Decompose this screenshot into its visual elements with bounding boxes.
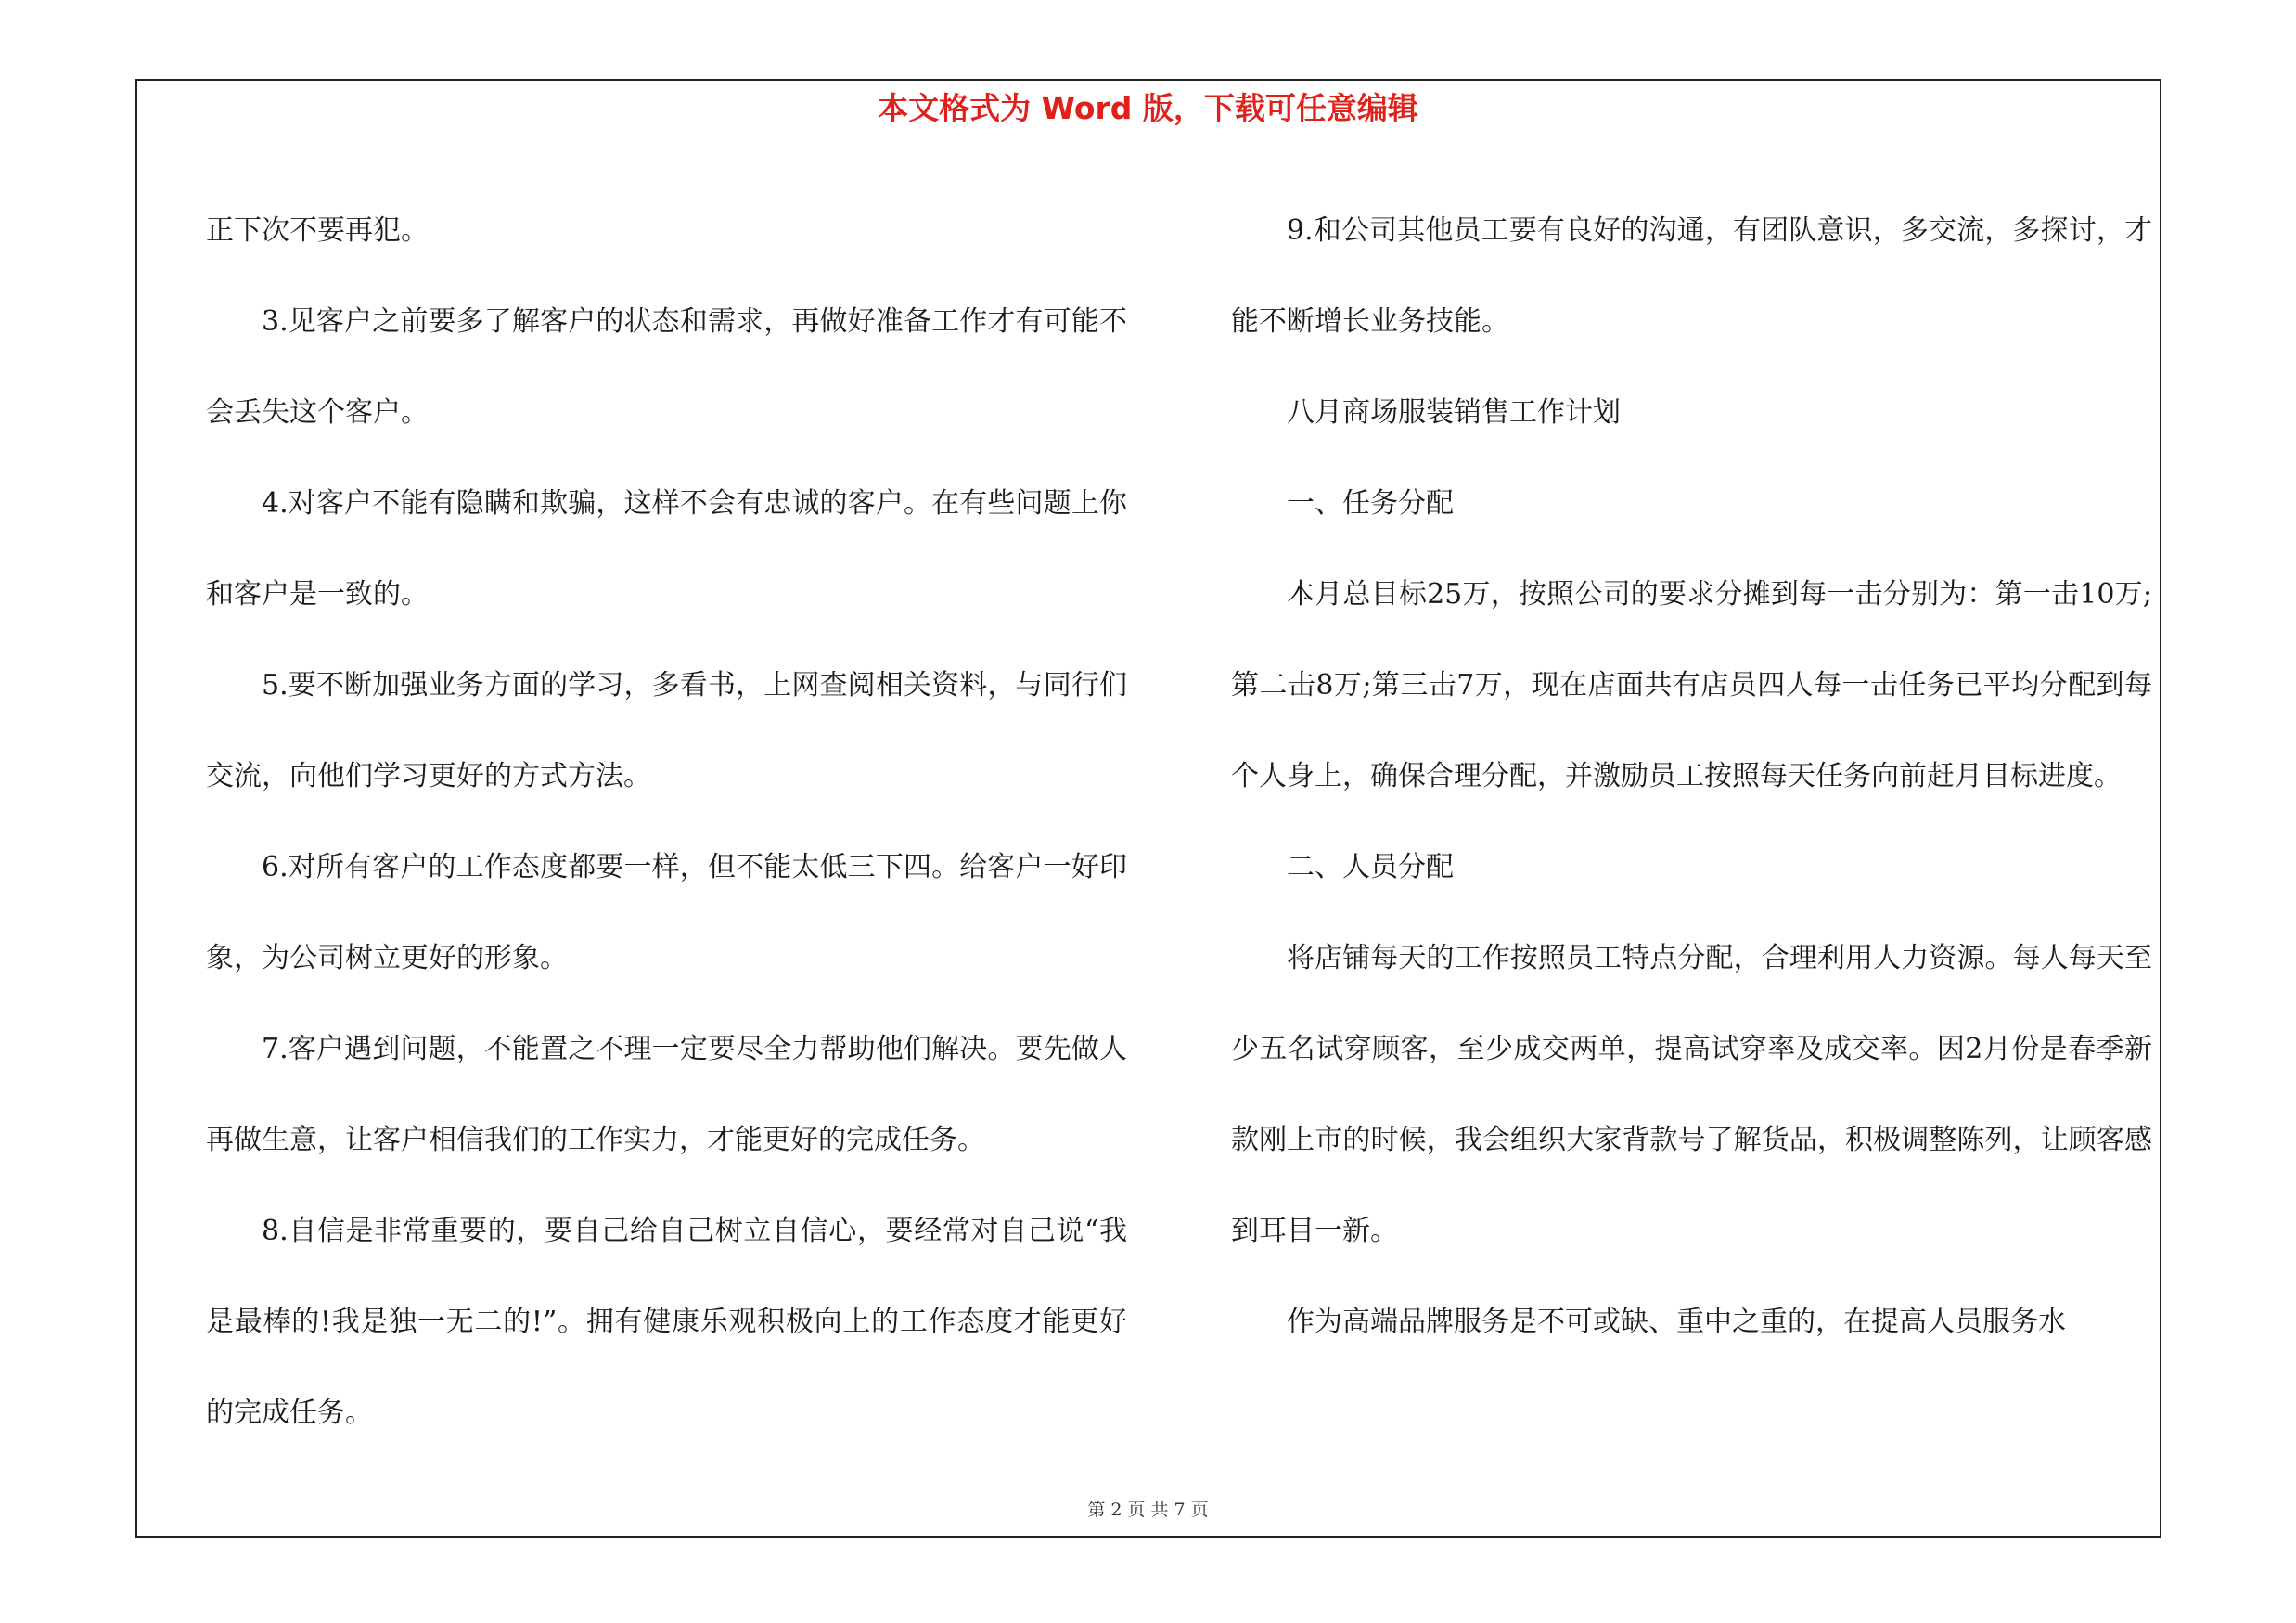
section-title: 八月商场服装销售工作计划 bbox=[1287, 396, 1621, 429]
header-title: 本文格式为 Word 版，下载可任意编辑 bbox=[878, 90, 1418, 126]
section-heading: 一、任务分配 bbox=[1287, 487, 1454, 520]
paragraph: 3.见客户之前要多了解客户的状态和需求，再做好准备工作才有可能不会丢失这个客户。 bbox=[206, 305, 1127, 429]
paragraph: 正下次不要再犯。 bbox=[206, 214, 429, 247]
paragraph: 4.对客户不能有隐瞒和欺骗，这样不会有忠诚的客户。在有些问题上你和客户是一致的。 bbox=[206, 487, 1127, 611]
paragraph: 6.对所有客户的工作态度都要一样，但不能太低三下四。给客户一好印象，为公司树立更好的形象。 bbox=[206, 851, 1127, 974]
paragraph: 作为高端品牌服务是不可或缺、重中之重的，在提高人员服务水 bbox=[1287, 1306, 2066, 1338]
left-column bbox=[206, 186, 1127, 1459]
paragraph: 将店铺每天的工作按照员工特点分配，合理利用人力资源。每人每天至少五名试穿顾客，至少成交两单，提高试穿率及成交率。因2月份是春季新款刚上市的时候，我会组织大家背款号了解货品，积极调整陈列，让顾客感到耳目一新。 bbox=[1231, 942, 2152, 1247]
page-number: 第 2 页 共 7 页 bbox=[1087, 1500, 1209, 1520]
paragraph: 9.和公司其他员工要有良好的沟通，有团队意识，多交流，多探讨，才能不断增长业务技能。 bbox=[1231, 214, 2152, 338]
paragraph: 8.自信是非常重要的，要自己给自己树立自信心，要经常对自己说“我是最棒的!我是独一无二的!”。拥有健康乐观积极向上的工作态度才能更好的完成任务。 bbox=[206, 1215, 1127, 1429]
section-heading: 二、人员分配 bbox=[1287, 851, 1454, 883]
paragraph: 本月总目标25万，按照公司的要求分摊到每一击分别为：第一击10万;第二击8万;第三击7万，现在店面共有店员四人每一击任务已平均分配到每个人身上，确保合理分配，并激励员工按照每天任务向前赶月目标进度。 bbox=[1231, 578, 2152, 792]
paragraph: 7.客户遇到问题，不能置之不理一定要尽全力帮助他们解决。要先做人再做生意，让客户相信我们的工作实力，才能更好的完成任务。 bbox=[206, 1033, 1127, 1156]
right-column bbox=[1231, 186, 2152, 1368]
paragraph: 5.要不断加强业务方面的学习，多看书，上网查阅相关资料，与同行们交流，向他们学习更好的方式方法。 bbox=[206, 669, 1127, 792]
